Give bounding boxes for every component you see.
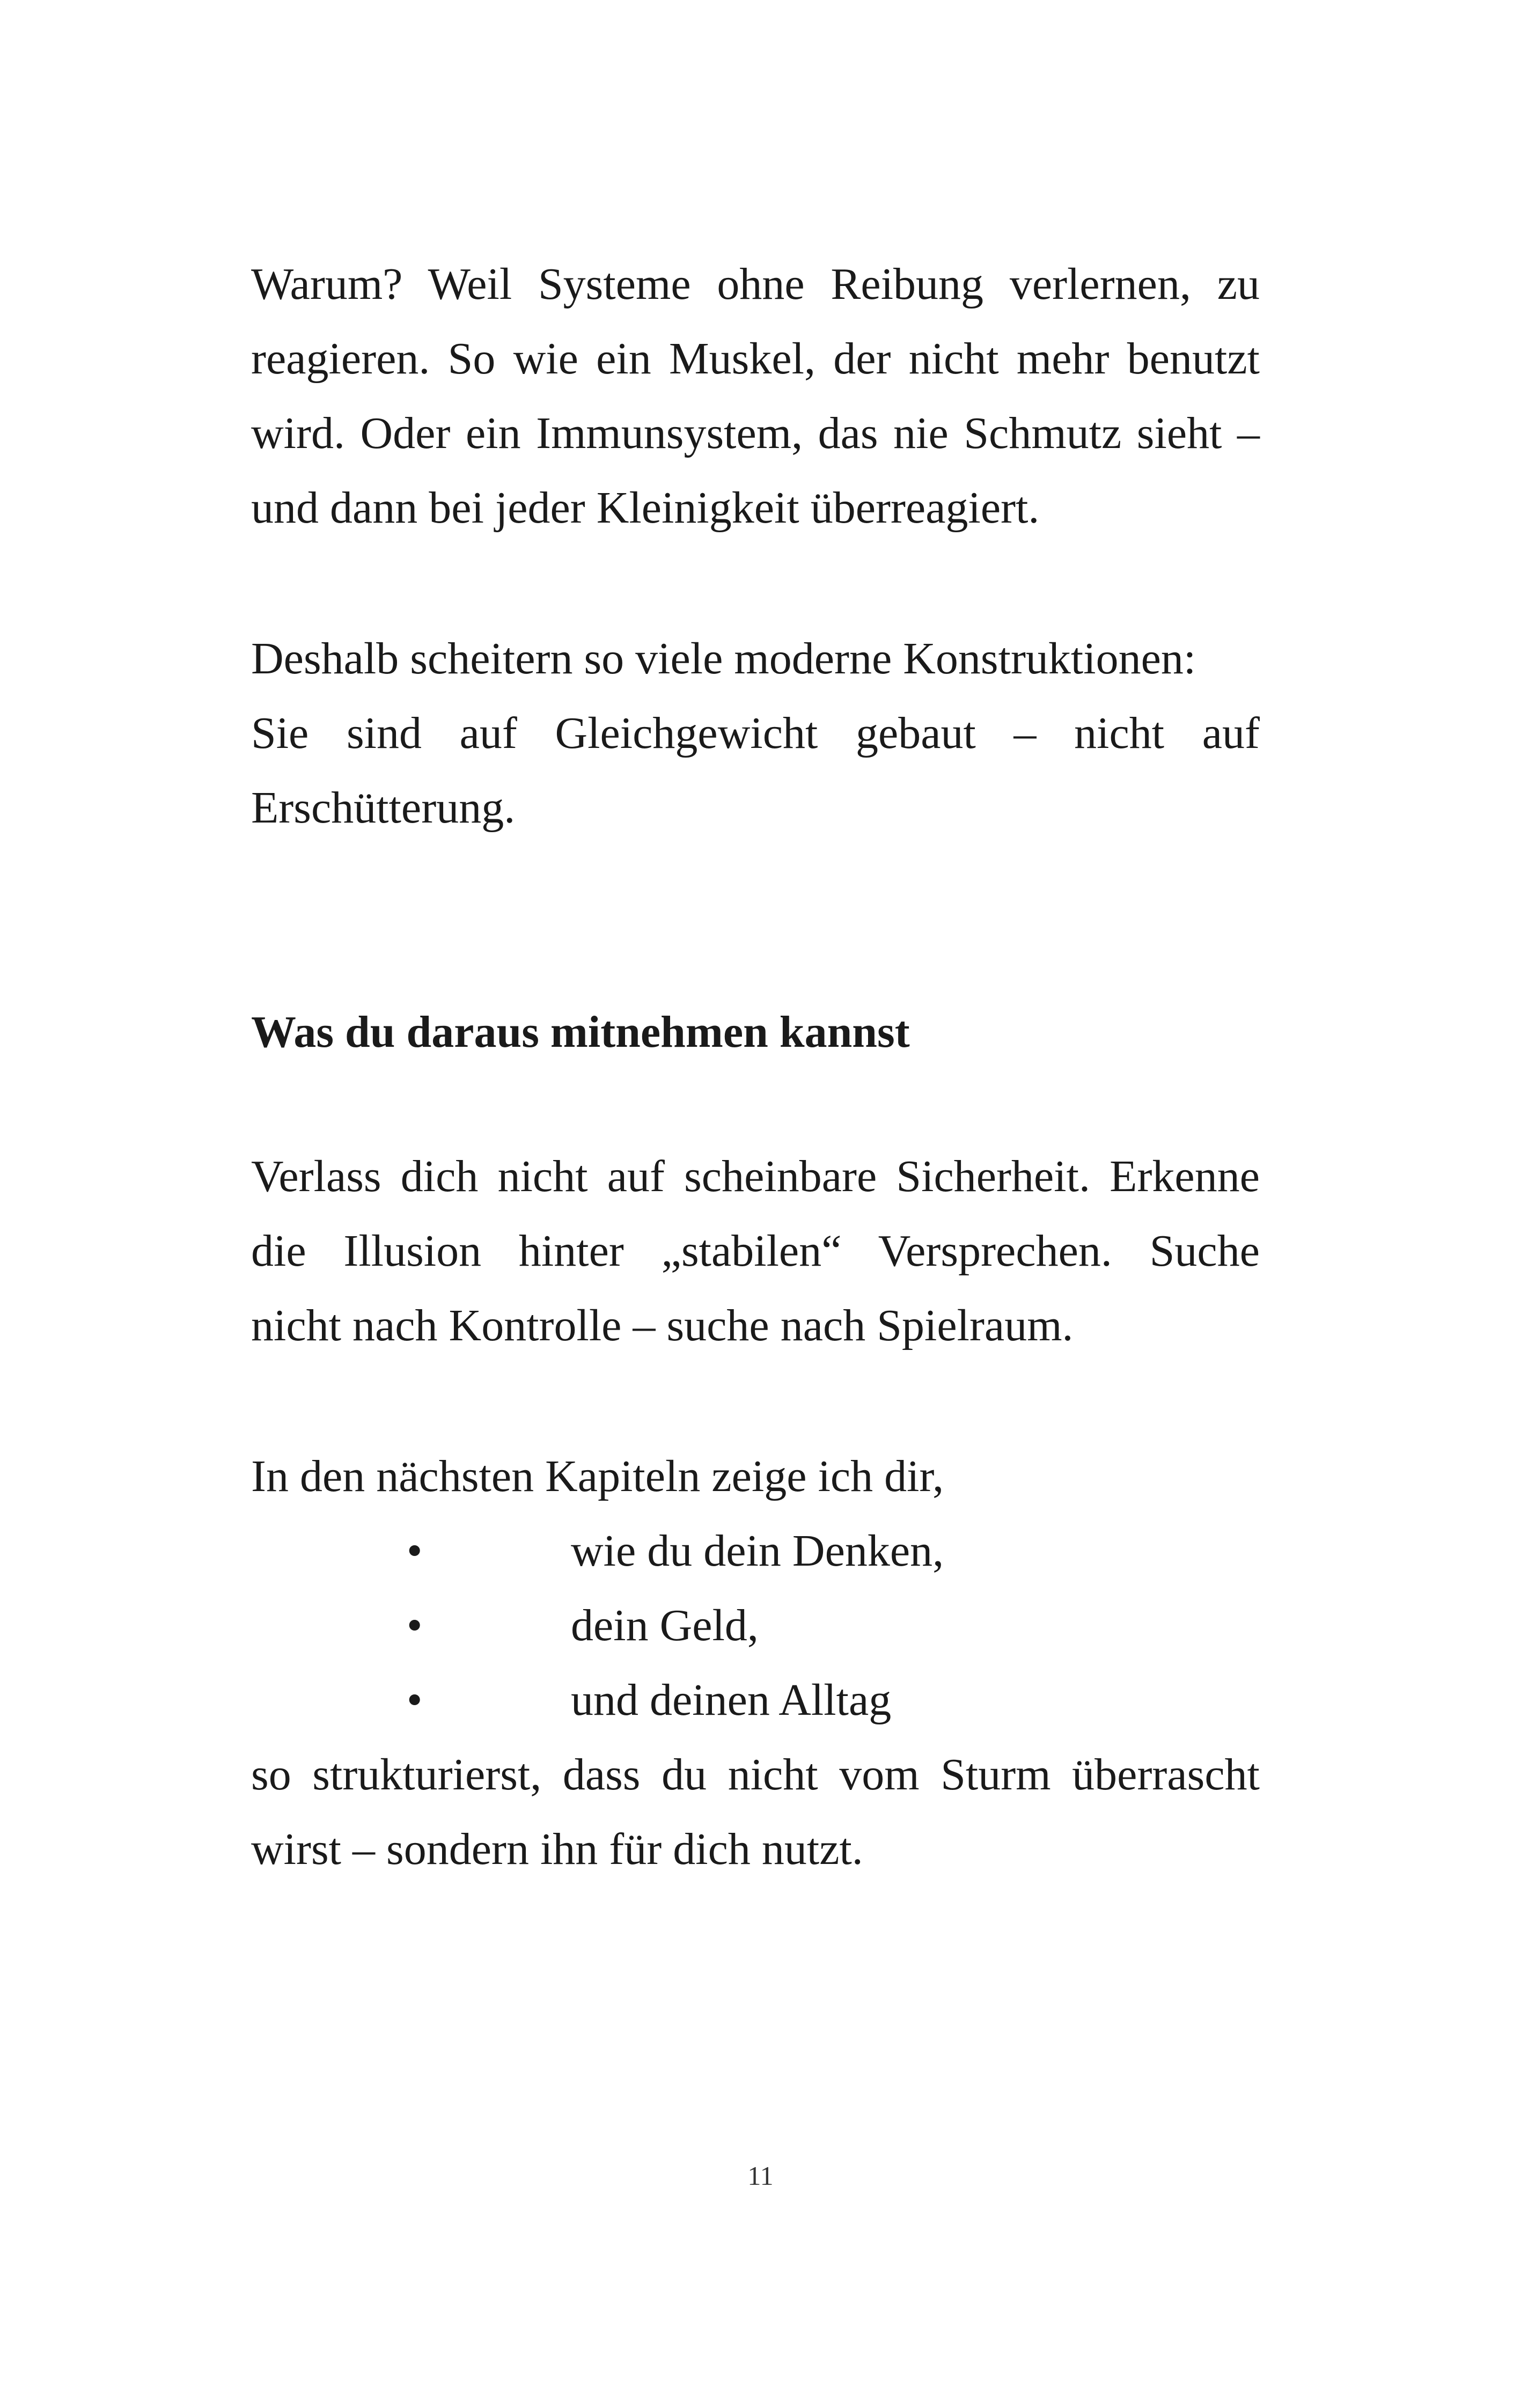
bullet-icon: • xyxy=(407,1526,423,1576)
text-line: reagieren. So wie ein Muskel, der nicht mehr benutzt xyxy=(251,334,1260,384)
text-line: Deshalb scheitern so viele moderne Konstruktionen: xyxy=(251,634,1196,684)
text-line: Erschütterung. xyxy=(251,783,516,833)
text-line: In den nächsten Kapiteln zeige ich dir, xyxy=(251,1451,944,1501)
page-number: 11 xyxy=(747,2161,774,2191)
text-line: wird. Oder ein Immunsystem, das nie Schmutz sieht – xyxy=(251,408,1260,458)
text-line: nicht nach Kontrolle – suche nach Spielraum. xyxy=(251,1301,1074,1350)
list-item xyxy=(251,1514,1260,1588)
text-line: Sie sind auf Gleichgewicht gebaut – nicht auf xyxy=(251,708,1260,758)
text-line: und dann bei jeder Kleinigkeit überreagiert. xyxy=(251,483,1040,533)
list-item-text: dein Geld, xyxy=(571,1601,759,1650)
list-item-text: wie du dein Denken, xyxy=(571,1526,944,1576)
paragraph-takeaway xyxy=(251,1139,1260,1363)
list-item xyxy=(251,1663,1260,1737)
list-item xyxy=(251,1588,1260,1663)
text-line: die Illusion hinter „stabilen“ Versprechen. Suche xyxy=(251,1226,1260,1276)
paragraph-intro xyxy=(251,1439,1260,1514)
text-line: so strukturierst, dass du nicht vom Sturm überrascht xyxy=(251,1750,1260,1800)
list-item-text: und deinen Alltag xyxy=(571,1675,892,1725)
bullet-list xyxy=(251,1514,1260,1737)
paragraph-constructions xyxy=(251,621,1260,845)
text-line: Warum? Weil Systeme ohne Reibung verlernen, zu xyxy=(251,259,1260,309)
bullet-icon: • xyxy=(407,1675,423,1725)
paragraph-closing xyxy=(251,1737,1260,1886)
text-line: Verlass dich nicht auf scheinbare Sicherheit. Erkenne xyxy=(251,1151,1260,1201)
bullet-icon: • xyxy=(407,1601,423,1650)
section-heading: Was du daraus mitnehmen kannst xyxy=(251,1007,910,1057)
paragraph-friction xyxy=(251,247,1260,545)
text-line: wirst – sondern ihn für dich nutzt. xyxy=(251,1824,863,1874)
